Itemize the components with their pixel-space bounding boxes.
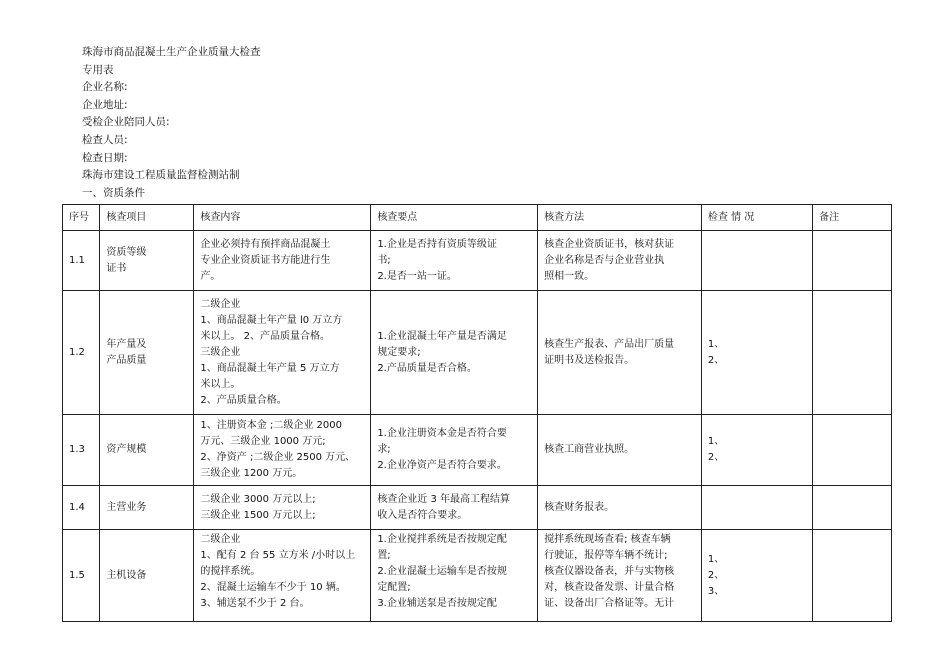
row-method: 核查企业资质证书，核对获证 企业名称是否与企业营业执 照相一致。 xyxy=(538,231,702,291)
row-method: 核查工商营业执照。 xyxy=(538,415,702,486)
column-header-method: 核查方法 xyxy=(538,205,702,231)
row-content: 二级企业 1、商品混凝土年产量 l0 万立方 米以上。 2、产品质量合格。 三级企业 1、商品混凝土年产量 5 万立方 米以上。 2、产品质量合格。 xyxy=(194,291,371,415)
row-remark[interactable] xyxy=(813,415,892,486)
row-no: 1.3 xyxy=(63,415,100,486)
row-points: 1.企业搅拌系统是否按规定配 置; 2.企业混凝土运输车是否按规 定配置; 3.企业辅送泵是否按规定配 xyxy=(371,530,538,622)
date-label: 检查日期: xyxy=(82,151,128,164)
row-remark[interactable] xyxy=(813,291,892,415)
form-subtitle: 专用表 xyxy=(82,63,114,76)
table-header-row xyxy=(63,205,892,231)
column-header-no: 序号 xyxy=(63,205,100,231)
row-no: 1.2 xyxy=(63,291,100,415)
form-title: 珠海市商品混凝土生产企业质量大检查 xyxy=(82,46,261,58)
row-status[interactable]: 1、 2、 xyxy=(701,291,812,415)
row-method: 搅拌系统现场查看; 核查车辆 行驶证，报停等车辆不统计; 核查仪器设备表，并与实物核 对，核查设备发票、计量合格 证、设备出厂合格证等。无计 xyxy=(538,530,702,622)
column-header-remark: 备注 xyxy=(813,205,892,231)
table-row xyxy=(63,486,892,530)
row-no: 1.5 xyxy=(63,530,100,622)
row-remark[interactable] xyxy=(813,231,892,291)
row-no: 1.4 xyxy=(63,486,100,530)
row-status[interactable] xyxy=(701,486,812,530)
row-content: 二级企业 3000 万元以上; 三级企业 1500 万元以上; xyxy=(194,486,371,530)
table-row xyxy=(63,415,892,486)
row-item: 主机设备 xyxy=(100,530,194,622)
row-method: 核查生产报表、产品出厂质量 证明书及送检报告。 xyxy=(538,291,702,415)
company-address-label: 企业地址: xyxy=(82,98,128,111)
row-remark[interactable] xyxy=(813,530,892,622)
row-points: 1.企业是否持有资质等级证 书; 2.是否一站一证。 xyxy=(371,231,538,291)
inspection-table xyxy=(62,204,892,622)
inspector-label: 检查人员: xyxy=(82,133,128,146)
row-item: 年产量及 产品质量 xyxy=(100,291,194,415)
form-header xyxy=(82,44,261,202)
row-status[interactable]: 1、 2、 3、 xyxy=(701,530,812,622)
row-item: 资产规模 xyxy=(100,415,194,486)
escort-label: 受检企业陪同人员: xyxy=(82,116,170,129)
column-header-status: 检查 情 况 xyxy=(701,205,812,231)
row-content: 1、注册资本金 ;二级企业 2000 万元、三级企业 1000 万元; 2、净资产 ;二级企业 2500 万元、 三级企业 1200 万元。 xyxy=(194,415,371,486)
row-content: 二级企业 1、配有 2 台 55 立方米 /小时以上 的搅拌系统。 2、混凝土运输车不少于 10 辆。 3、辅送泵不少于 2 台。 xyxy=(194,530,371,622)
row-item: 资质等级 证书 xyxy=(100,231,194,291)
row-points: 核查企业近 3 年最高工程结算 收入是否符合要求。 xyxy=(371,486,538,530)
issuer-label: 珠海市建设工程质量监督检测站制 xyxy=(82,169,240,182)
row-points: 1.企业混凝土年产量是否满足 规定要求; 2.产品质量是否合格。 xyxy=(371,291,538,415)
row-status[interactable]: 1、 2、 xyxy=(701,415,812,486)
company-name-label: 企业名称: xyxy=(82,81,128,94)
row-method: 核查财务报表。 xyxy=(538,486,702,530)
section-title: 一、资质条件 xyxy=(82,186,145,199)
row-item: 主营业务 xyxy=(100,486,194,530)
row-no: 1.1 xyxy=(63,231,100,291)
row-status[interactable] xyxy=(701,231,812,291)
row-remark[interactable] xyxy=(813,486,892,530)
table-row xyxy=(63,231,892,291)
column-header-item: 核查项目 xyxy=(100,205,194,231)
table-row xyxy=(63,291,892,415)
column-header-points: 核查要点 xyxy=(371,205,538,231)
column-header-content: 核查内容 xyxy=(194,205,371,231)
row-content: 企业必须持有预拌商品混凝土 专业企业资质证书方能进行生 产。 xyxy=(194,231,371,291)
row-points: 1.企业注册资本金是否符合要 求; 2.企业净资产是否符合要求。 xyxy=(371,415,538,486)
table-row xyxy=(63,530,892,622)
